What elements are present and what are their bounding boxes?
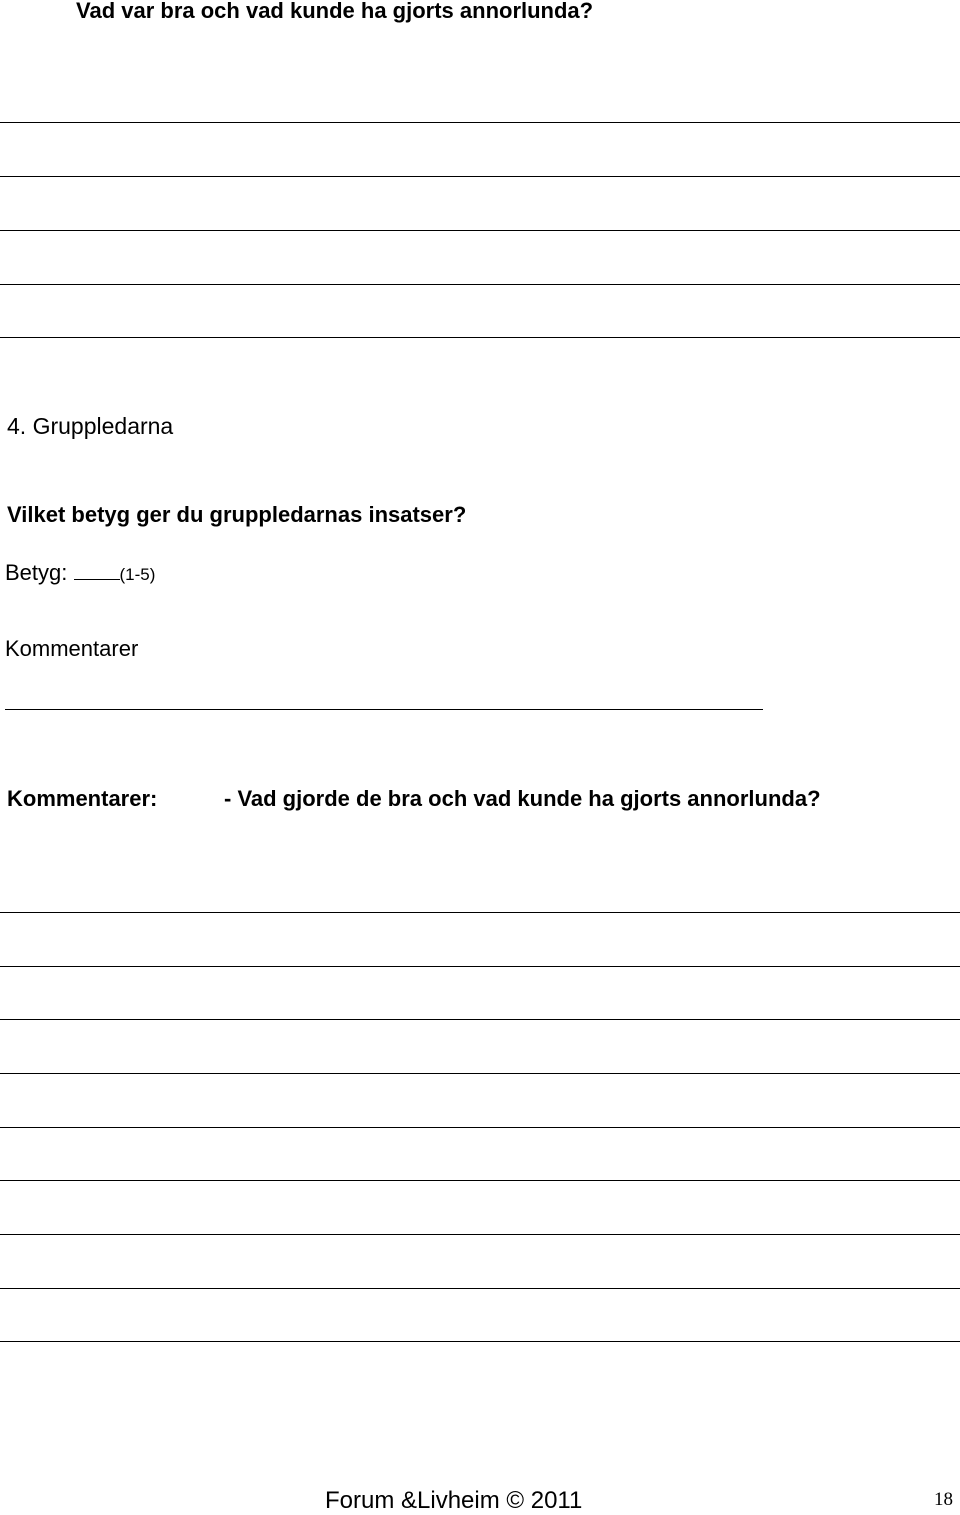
answer-line xyxy=(0,912,960,913)
footer-copyright: Forum &Livheim © 2011 xyxy=(325,1487,583,1514)
answer-line xyxy=(0,284,960,285)
rating-blank-field[interactable] xyxy=(74,561,120,580)
answer-line xyxy=(0,1341,960,1342)
comments-line[interactable] xyxy=(5,709,763,710)
answer-line xyxy=(0,1127,960,1128)
comments-label: Kommentarer xyxy=(5,636,139,661)
answer-line xyxy=(0,1234,960,1235)
answer-line xyxy=(0,176,960,177)
answer-line xyxy=(0,1019,960,1020)
rating-scale: (1-5) xyxy=(119,565,156,584)
answer-line xyxy=(0,337,960,338)
answer-line xyxy=(0,1288,960,1289)
rating-row xyxy=(5,560,155,586)
comments-block-label: Kommentarer: xyxy=(7,786,158,811)
rating-question: Vilket betyg ger du gruppledarnas insatser? xyxy=(7,502,467,527)
answer-line xyxy=(0,1180,960,1181)
rating-label: Betyg: xyxy=(5,560,68,585)
top-question: Vad var bra och vad kunde ha gjorts annorlunda? xyxy=(76,0,594,23)
page-number: 18 xyxy=(934,1489,953,1510)
answer-line xyxy=(0,966,960,967)
answer-line xyxy=(0,1073,960,1074)
section-title: 4. Gruppledarna xyxy=(7,413,174,439)
answer-line xyxy=(0,230,960,231)
comments-block-question: - Vad gjorde de bra och vad kunde ha gjorts annorlunda? xyxy=(224,786,821,811)
answer-line xyxy=(0,122,960,123)
